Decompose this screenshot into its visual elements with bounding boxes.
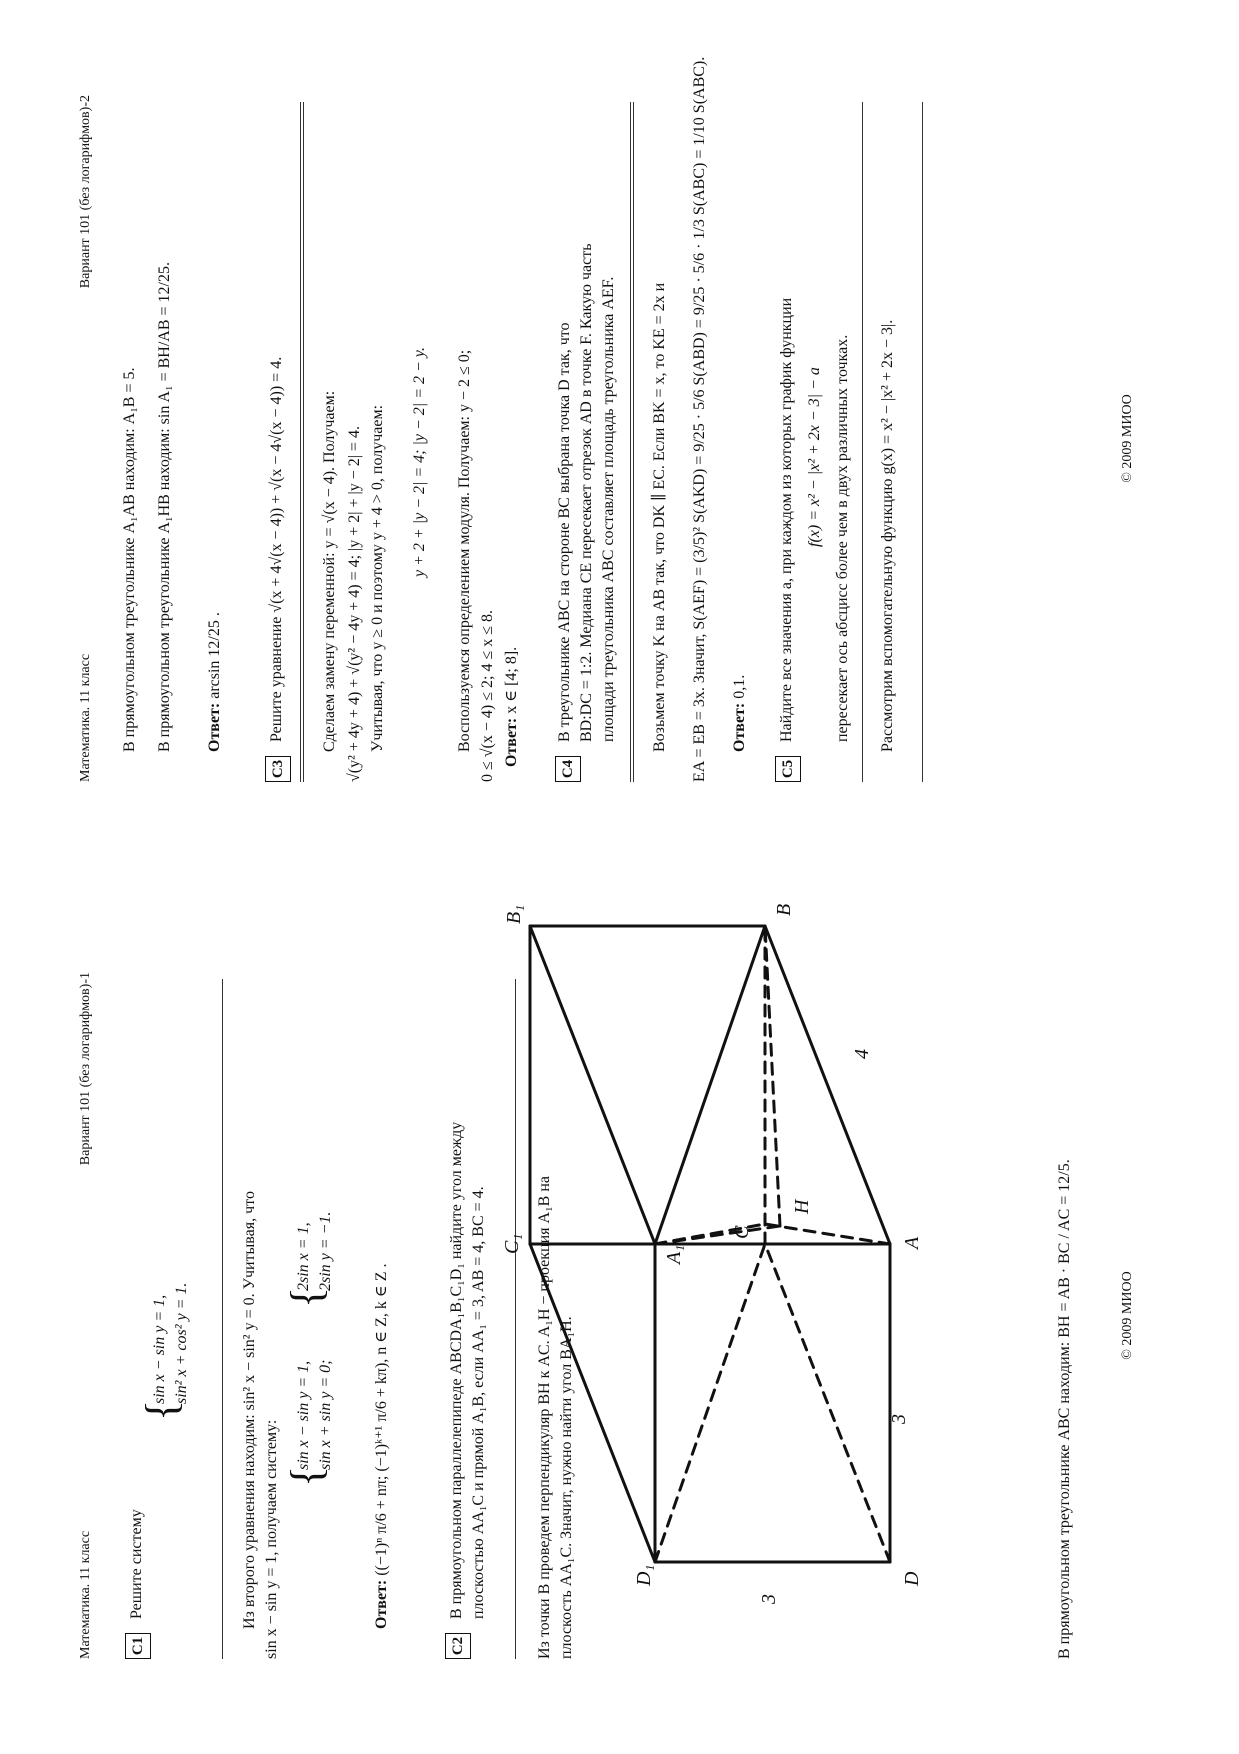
divider xyxy=(862,102,863,782)
parallelepiped-figure xyxy=(0,877,1239,1754)
page-footer: © 2009 МИОО xyxy=(1120,394,1135,483)
system-brace: { xyxy=(282,1465,331,1487)
vertex-label-a: A xyxy=(901,1236,923,1249)
page-header-right: Вариант 101 (без логарифмов)-1 xyxy=(78,972,93,1166)
system-brace: { xyxy=(282,1286,331,1308)
answer-value: ((−1)ⁿ π/6 + nπ; (−1)ᵏ⁺¹ π/6 + kπ), n ∈ Z, k ∈ Z . xyxy=(373,1263,390,1576)
system-3-line-2: 2sin y = −1. xyxy=(317,1211,334,1291)
task-c1-text: Решите систему xyxy=(128,1509,145,1619)
task-c2-line-1: В прямоугольном параллелепипеде ABCDA₁B₁C₁D₁ найдите угол между xyxy=(448,1121,465,1619)
c2-cont-line-2: В прямоугольном треугольнике A₁HB находим: sin A₁ = BH/AB = 12/25. xyxy=(156,262,173,752)
task-label-c4: С4 xyxy=(555,756,581,782)
system-line-1: sin x − sin y = 1, xyxy=(151,1294,168,1404)
c1-solution-line-1: Из второго уравнения находим: sin² x − sin² y = 0. Учитывая, что xyxy=(241,1191,258,1629)
c3-solution-line-1: Сделаем замену переменной: y = √(x − 4). Получаем: xyxy=(321,390,338,752)
task-c4-line-1: В треугольнике ABC на стороне BC выбрана точка D так, что xyxy=(556,322,573,742)
task-c5-line-2: f(x) = x² − |x² + 2x − 3| − a xyxy=(806,367,823,547)
vertex-label-c1: C₁ xyxy=(501,1233,523,1254)
c2-answer xyxy=(205,612,225,752)
answer-label: Ответ: xyxy=(731,702,748,752)
vertex-label-c: C xyxy=(731,1225,753,1239)
answer-label: Ответ: xyxy=(503,717,520,767)
c3-solution-line-6: 0 ≤ √(x − 4) ≤ 2; 4 ≤ x ≤ 8. xyxy=(479,609,496,782)
c3-solution-line-4: y + 2 + |y − 2| = 4; |y − 2| = 2 − y. xyxy=(411,346,428,577)
answer-value: 0,1. xyxy=(731,674,748,699)
c4-solution-line-1: Возьмем точку K на AB так, что DK ∥ EC. Если BK = x, то KE = 2x и xyxy=(651,282,668,752)
task-label-c1: С1 xyxy=(125,1633,151,1659)
edge-a-b xyxy=(765,926,890,1244)
vertex-label-d: D xyxy=(901,1571,923,1586)
divider xyxy=(300,102,304,782)
edge-a1-h xyxy=(655,1226,780,1244)
c1-solution-line-2: sin x − sin y = 1, получаем систему: xyxy=(263,1419,280,1659)
vertex-label-d1: D₁ xyxy=(633,1564,655,1586)
task-c4-line-2: BD:DC = 1:2. Медиана CE пересекает отрезок AD в точке F. Какую часть xyxy=(578,243,595,742)
answer-label: Ответ: xyxy=(206,702,223,752)
system-line-2: sin² x + cos² y = 1. xyxy=(173,1282,190,1404)
page-header-left: Математика. 11 класс xyxy=(78,653,93,782)
task-c5-line-3: пересекает ось абсцисс более чем в двух различных точках. xyxy=(834,334,851,742)
task-c5-line-1: Найдите все значения a, при каждом из которых график функции xyxy=(778,297,795,742)
dimension-ab: 4 xyxy=(851,1049,873,1059)
vertex-label-a1: A₁ xyxy=(663,1244,685,1264)
edge-d-c xyxy=(765,1244,890,1562)
vertex-label-b: B xyxy=(773,903,795,916)
c2-solution-line-2: плоскость AA₁C. Значит, нужно найти угол BA₁H. xyxy=(558,1316,575,1659)
dimension-ad: 3 xyxy=(888,1414,910,1424)
c5-solution-line-1: Рассмотрим вспомогательную функцию g(x) = x² − |x² + 2x − 3|. xyxy=(879,319,896,752)
c2-solution-line-1: Из точки B проведем перпендикуляр BH к AC. A₁H − проекция A₁B на xyxy=(536,1176,553,1659)
vertex-label-b1: B₁ xyxy=(503,904,525,924)
task-c4-line-3: площади треугольника ABC составляет площадь треугольника AEF. xyxy=(600,276,617,742)
c3-solution-line-2: √(y² + 4y + 4) + √(y² − 4y + 4) = 4; |y + 2| + |y − 2| = 4. xyxy=(346,426,363,782)
c3-solution-line-3: Учитывая, что y ≥ 0 и поэтому y + 4 > 0, получаем: xyxy=(369,404,386,752)
edge-a1-b1 xyxy=(530,926,655,1244)
task-label-c2: С2 xyxy=(445,1633,471,1659)
system-brace: { xyxy=(137,1399,186,1421)
task-c3-text: Решите уравнение √(x + 4√(x − 4)) + √(x − 4√(x − 4)) = 4. xyxy=(268,356,285,742)
task-label-c5: С5 xyxy=(775,756,801,782)
c4-solution-line-2: EA = EB = 3x. Значит, S(AEF) = (3/5)² S(AKD) = 9/25 · 5/6 S(ABD) = 9/25 · 5/6 · 1/3 S(ABC) = 1/10 S(ABC). xyxy=(691,56,708,782)
c2-final-line: В прямоугольном треугольнике ABC находим: BH = AB · BC / AC = 12/5. xyxy=(1056,1159,1073,1659)
answer-value: x ∈ [4; 8]. xyxy=(503,646,520,714)
system-3-line-1: 2sin x = 1, xyxy=(295,1222,312,1291)
page-left xyxy=(0,877,1239,1754)
task-c2-line-2: плоскостью AA₁C и прямой A₁B, если AA₁ = 3, AB = 4, BC = 4. xyxy=(470,1186,487,1619)
c2-cont-line-1: В прямоугольном треугольнике A₁AB находим: A₁B = 5. xyxy=(121,367,138,752)
vertex-label-h: H xyxy=(791,1199,813,1214)
edge-d1-c xyxy=(655,1244,765,1562)
edge-a-c xyxy=(765,1224,890,1244)
dimension-aa1: 3 xyxy=(758,1594,780,1604)
answer-label: Ответ: xyxy=(373,1579,390,1629)
edge-a1-b xyxy=(655,926,765,1244)
task-label-c3: С3 xyxy=(265,756,291,782)
page-footer: © 2009 МИОО xyxy=(1120,1271,1135,1360)
divider xyxy=(630,102,634,782)
page-header-right: Вариант 101 (без логарифмов)-2 xyxy=(78,95,93,289)
system-2-line-2: sin x + sin y = 0; xyxy=(317,1359,334,1470)
c4-answer xyxy=(730,675,750,752)
c3-solution-line-5: Воспользуемся определением модуля. Получаем: y − 2 ≤ 0; xyxy=(456,349,473,752)
divider xyxy=(922,102,923,782)
page-header-left: Математика. 11 класс xyxy=(78,1530,93,1659)
c3-answer xyxy=(502,647,522,767)
edge-h-b xyxy=(765,926,780,1226)
edge-d1-c1 xyxy=(530,1244,655,1562)
answer-value: arcsin 12/25 . xyxy=(206,612,223,699)
system-2-line-1: sin x − sin y = 1, xyxy=(295,1360,312,1470)
